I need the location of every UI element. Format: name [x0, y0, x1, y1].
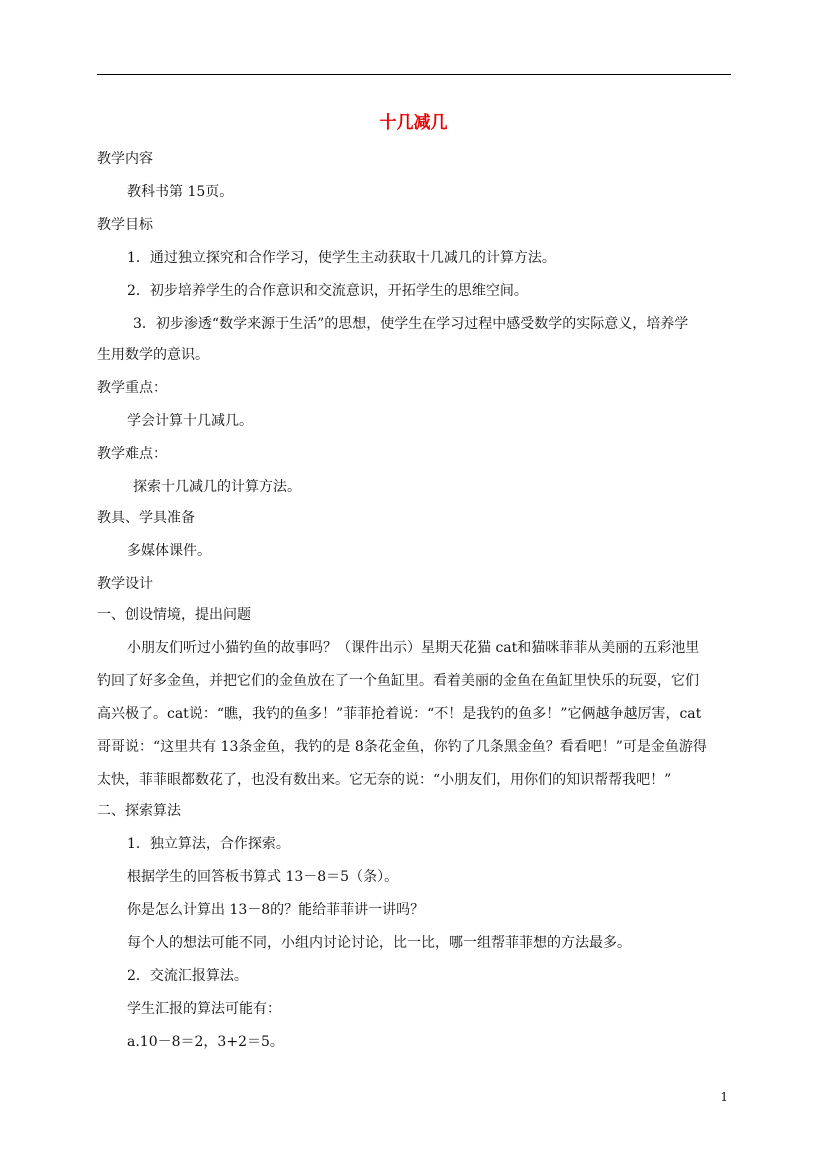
heading-design: 教学设计 — [97, 576, 153, 592]
paragraph: 每个人的想法可能不同，小组内讨论讨论，比一比，哪一组帮菲菲想的方法最多。 — [127, 935, 631, 951]
goal-item: 3．初步渗透“数学来源于生活”的思想，使学生在学习过程中感受数学的实际意义，培养学 — [133, 316, 689, 332]
document-title: 十几减几 — [379, 113, 448, 133]
step-item: 1．独立算法，合作探索。 — [127, 836, 290, 852]
section-heading: 一、创设情境，提出问题 — [97, 607, 251, 623]
heading-key-point: 教学重点： — [97, 380, 167, 396]
section-heading: 二、探索算法 — [97, 803, 181, 819]
paragraph: 根据学生的回答板书算式 13－8＝5（条）。 — [127, 869, 399, 885]
formula-line: a.10－8＝2，3+2＝5。 — [127, 1034, 284, 1050]
heading-teaching-goals: 教学目标 — [97, 217, 153, 233]
story-paragraph-line: 太快，菲菲眼都数花了，也没有数出来。它无奈的说：“小朋友们，用你们的知识帮帮我吧！” — [97, 772, 672, 788]
heading-materials: 教具、学具准备 — [97, 510, 195, 526]
paragraph: 学生汇报的算法可能有： — [127, 1001, 281, 1017]
heading-teaching-content: 教学内容 — [97, 151, 153, 167]
goal-item-continuation: 生用数学的意识。 — [97, 347, 209, 363]
story-paragraph-line: 小朋友们听过小猫钓鱼的故事吗？（课件出示）星期天花猫 cat和猫咪菲菲从美丽的五彩池里 — [127, 640, 700, 656]
paragraph: 多媒体课件。 — [127, 543, 211, 559]
header-rule — [97, 74, 731, 75]
heading-difficulty: 教学难点： — [97, 446, 167, 462]
story-paragraph-line: 高兴极了。cat说：“瞧，我钓的鱼多！”菲菲抢着说：“不！是我钓的鱼多！”它俩越争越厉害，cat — [97, 706, 702, 722]
paragraph: 你是怎么计算出 13－8的？能给菲菲讲一讲吗？ — [127, 902, 425, 918]
story-paragraph-line: 哥哥说：“这里共有 13条金鱼，我钓的是 8条花金鱼，你钓了几条黑金鱼？看看吧！”可是金鱼游得 — [97, 739, 707, 755]
goal-item: 2．初步培养学生的合作意识和交流意识，开拓学生的思维空间。 — [127, 283, 528, 299]
paragraph: 教科书第 15页。 — [127, 184, 234, 200]
page-number: 1 — [720, 1090, 728, 1104]
step-item: 2．交流汇报算法。 — [127, 968, 248, 984]
paragraph: 探索十几减几的计算方法。 — [133, 479, 301, 495]
paragraph: 学会计算十几减几。 — [127, 413, 253, 429]
story-paragraph-line: 钓回了好多金鱼，并把它们的金鱼放在了一个鱼缸里。看着美丽的金鱼在鱼缸里快乐的玩耍，它们 — [97, 673, 699, 689]
goal-item: 1．通过独立探究和合作学习，使学生主动获取十几减几的计算方法。 — [127, 250, 556, 266]
